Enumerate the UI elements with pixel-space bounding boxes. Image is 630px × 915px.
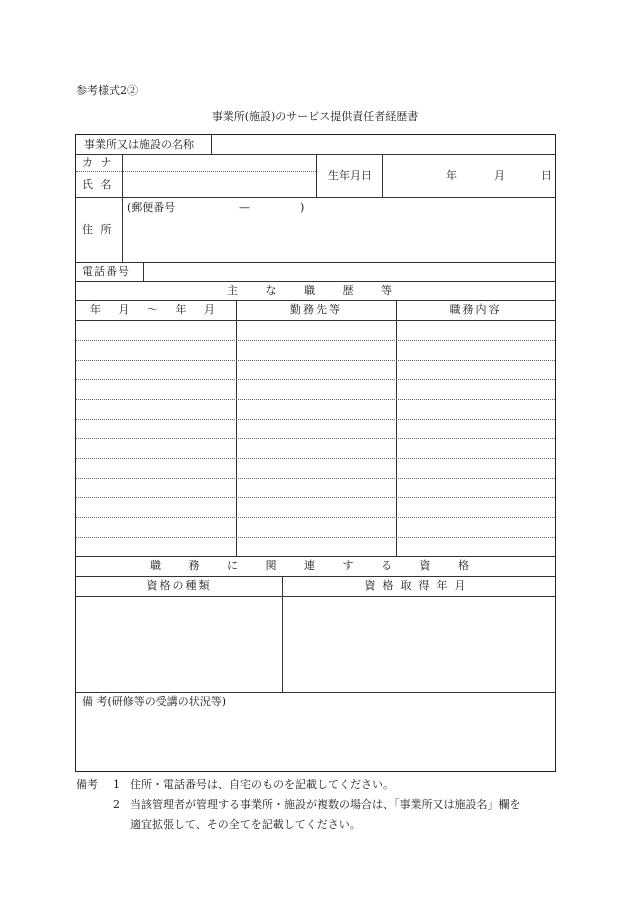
- birthdate-label: 生年月日: [328, 169, 372, 182]
- birth-day-unit: 日: [541, 169, 552, 182]
- qualification-section-title: 職 務 に 関 連 す る 資 格: [150, 559, 481, 572]
- qualification-col-type: 資格の種類: [146, 579, 212, 592]
- facility-name-field[interactable]: [212, 135, 555, 154]
- postal-code-label: (郵便番号: [127, 201, 176, 214]
- kana-label: カ ナ: [82, 156, 114, 169]
- address-label: 住 所: [82, 223, 114, 236]
- page-title: 事業所(施設)のサービス提供責任者経歴書: [211, 110, 419, 123]
- name-field[interactable]: [123, 172, 316, 197]
- career-row[interactable]: [76, 340, 555, 359]
- career-row[interactable]: [76, 360, 555, 379]
- birth-month-unit: 月: [494, 169, 505, 182]
- birthdate-field[interactable]: [383, 155, 555, 197]
- qualification-col-date: 資格取得年月: [364, 579, 473, 592]
- birth-year-unit: 年: [446, 169, 457, 182]
- note-text: 住所・電話番号は、自宅のものを記載してください。: [130, 778, 394, 791]
- career-row[interactable]: [76, 537, 555, 556]
- career-row[interactable]: [76, 497, 555, 516]
- career-col-period: 年 月 〜 年 月: [90, 303, 222, 316]
- career-col-duties: 職務内容: [449, 303, 502, 316]
- remarks-field[interactable]: [76, 711, 555, 769]
- career-row[interactable]: [76, 320, 555, 339]
- name-label: 氏 名: [82, 178, 114, 191]
- phone-label: 電話番号: [82, 265, 130, 278]
- career-form-table: [75, 134, 556, 772]
- notes-heading: 備考: [76, 778, 98, 791]
- career-row[interactable]: [76, 419, 555, 438]
- qualification-date-field[interactable]: [283, 597, 555, 692]
- qualification-type-field[interactable]: [76, 597, 282, 692]
- note-text: 当該管理者が管理する事業所・施設が複数の場合は、「事業所又は施設名」欄を: [130, 798, 521, 811]
- kana-field[interactable]: [123, 155, 316, 170]
- career-row[interactable]: [76, 478, 555, 497]
- note-number: 1: [113, 778, 120, 791]
- postal-code-dash: —: [239, 201, 250, 214]
- postal-code-close: ): [300, 201, 305, 214]
- address-field[interactable]: [123, 198, 555, 262]
- career-row[interactable]: [76, 517, 555, 536]
- career-row[interactable]: [76, 458, 555, 477]
- career-row[interactable]: [76, 438, 555, 457]
- phone-field[interactable]: [144, 263, 555, 281]
- note-continuation: 適宜拡張して、その全てを記載してください。: [130, 818, 361, 831]
- career-row[interactable]: [76, 379, 555, 398]
- note-number: 2: [113, 798, 120, 811]
- remarks-label: 備 考(研修等の受講の状況等): [82, 695, 227, 708]
- career-col-employer: 勤務先等: [290, 303, 342, 316]
- career-section-title: 主 な 職 歴 等: [227, 284, 404, 297]
- career-row[interactable]: [76, 399, 555, 418]
- form-number: 参考様式2②: [76, 84, 138, 97]
- facility-name-label: 事業所又は施設の名称: [84, 138, 194, 151]
